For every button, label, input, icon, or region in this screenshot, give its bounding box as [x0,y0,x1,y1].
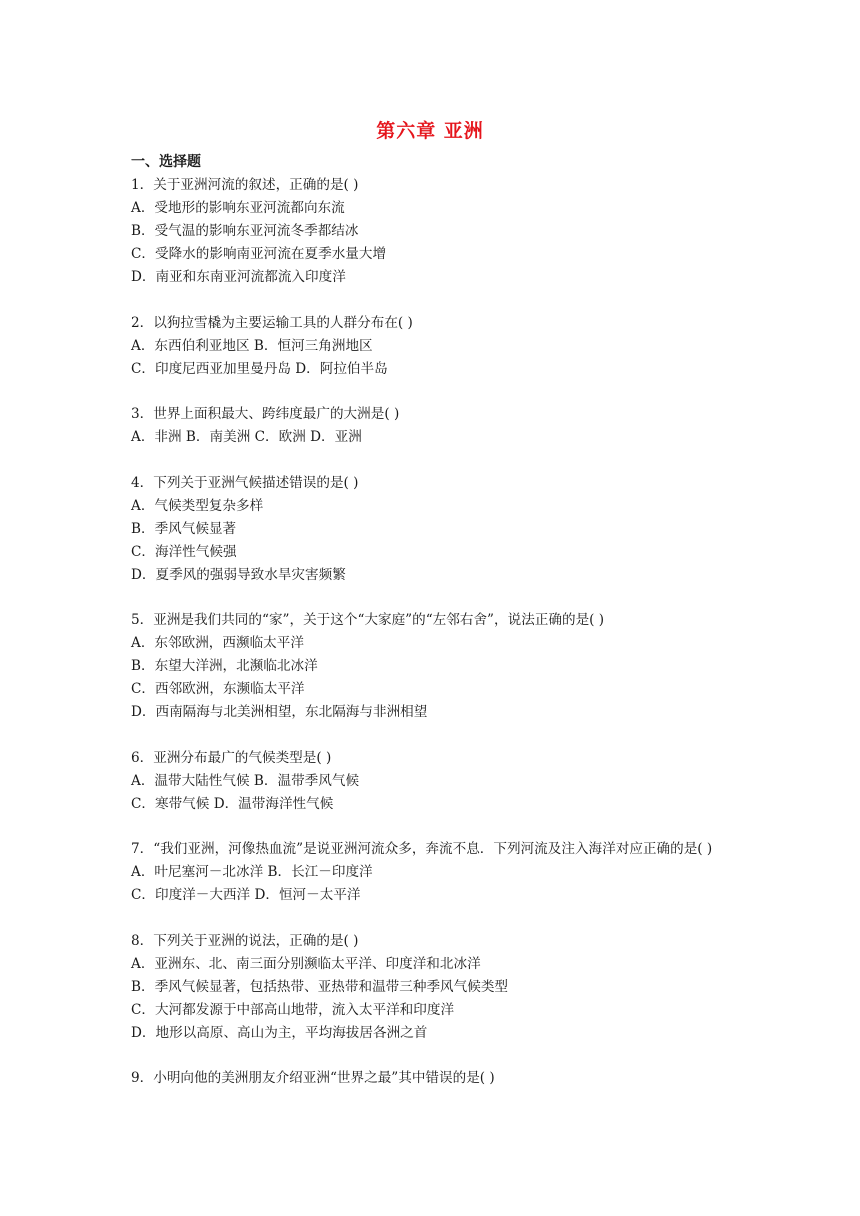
question-stem: 1．关于亚洲河流的叙述，正确的是( ) [131,177,359,193]
question-stem: 3．世界上面积最大、跨纬度最广的大洲是( ) [131,406,400,422]
answer-option: A．气候类型复杂多样 [131,497,264,514]
question-4 [131,472,741,587]
answer-option: B．受气温的影响东亚河流冬季都结冰 [131,223,359,239]
answer-option: C．印度尼西亚加里曼丹岛 D．阿拉伯半岛 [131,360,388,377]
answer-option: D．地形以高原、高山为主，平均海拔居各洲之首 [131,1024,428,1041]
question-8 [131,930,741,1045]
answer-option: A．亚洲东、北、南三面分别濒临太平洋、印度洋和北冰洋 [131,955,481,972]
question-stem: 9．小明向他的美洲朋友介绍亚洲“世界之最”其中错误的是( ) [131,1070,495,1086]
answer-option: A．温带大陆性气候 B．温带季风气候 [131,772,360,789]
chapter-title: 第六章 亚洲 [376,120,484,142]
answer-option: C．西邻欧洲，东濒临太平洋 [131,681,305,697]
answer-option: A．东邻欧洲，西濒临太平洋 [131,635,304,651]
answer-option: A．叶尼塞河－北冰洋 B．长江－印度洋 [131,864,373,880]
answer-option: B．季风气候显著，包括热带、亚热带和温带三种季风气候类型 [131,978,509,995]
question-1 [131,174,741,289]
question-stem: 2．以狗拉雪橇为主要运输工具的人群分布在( ) [131,314,413,331]
answer-option: A．非洲 B．南美洲 C．欧洲 D．亚洲 [131,429,362,445]
answer-option: C．大河都发源于中部高山地带，流入太平洋和印度洋 [131,1001,455,1018]
question-stem: 8．下列关于亚洲的说法，正确的是( ) [131,932,359,949]
answer-option: D．夏季风的强弱导致水旱灾害频繁 [131,566,346,583]
answer-option: A．受地形的影响东亚河流都向东流 [131,200,345,216]
answer-option: B．季风气候显著 [131,520,237,537]
question-5 [131,609,741,724]
question-stem: 4．下列关于亚洲气候描述错误的是( ) [131,474,359,491]
answer-option: D．西南隔海与北美洲相望，东北隔海与非洲相望 [131,704,428,720]
answer-option: B．东望大洋洲，北濒临北冰洋 [131,658,318,674]
question-2 [131,312,741,381]
question-stem: 7．“我们亚洲，河像热血流”是说亚洲河流众多，奔流不息．下列河流及注入海洋对应正确的是( ) [131,841,713,857]
question-6 [131,747,741,816]
answer-option: C．寒带气候 D．温带海洋性气候 [131,795,334,812]
question-3 [131,403,741,449]
answer-option: C．受降水的影响南亚河流在夏季水量大增 [131,246,387,262]
question-9 [131,1067,741,1090]
answer-option: D．南亚和东南亚河流都流入印度洋 [131,269,346,285]
question-7 [131,838,741,907]
question-stem: 5．亚洲是我们共同的“家”，关于这个“大家庭”的“左邻右舍”，说法正确的是( ) [131,612,605,628]
answer-option: A．东西伯利亚地区 B．恒河三角洲地区 [131,337,373,354]
section-heading: 一、选择题 [131,154,201,170]
answer-option: C．印度洋－大西洋 D．恒河－太平洋 [131,887,361,903]
question-list [131,174,741,1113]
question-stem: 6．亚洲分布最广的气候类型是( ) [131,749,332,766]
answer-option: C．海洋性气候强 [131,543,237,560]
